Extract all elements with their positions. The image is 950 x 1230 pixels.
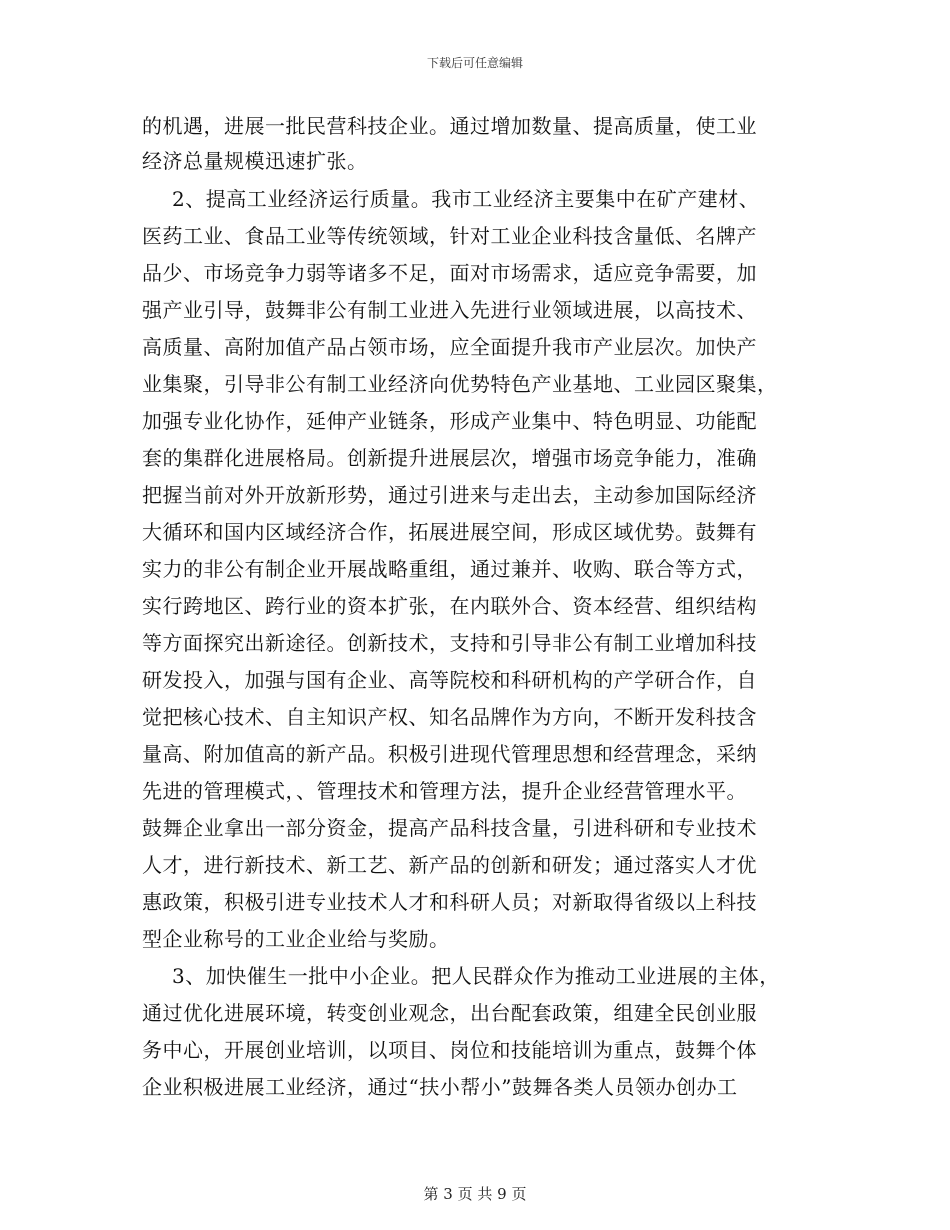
paragraph-start-line: 3、加快催生一批中小企业。把人民群众作为推动工业进展的主体， (172, 964, 780, 988)
text-line: 企业积极进展工业经济，通过“扶小帮小”鼓舞各类人员领办创办工 (142, 1075, 738, 1099)
text-line: 品少、市场竞争力弱等诸多不足，面对市场需求，适应竞争需要，加 (142, 261, 757, 285)
text-line: 量高、附加值高的新产品。积极引进现代管理思想和经营理念，采纳 (142, 742, 757, 766)
text-line: 强产业引导，鼓舞非公有制工业进入先进行业领域进展，以高技术、 (142, 298, 757, 322)
text-line: 惠政策，积极引进专业技术人才和科研人员；对新取得省级以上科技 (142, 890, 757, 914)
text-line: 人才，进行新技术、新工艺、新产品的创新和研发；通过落实人才优 (142, 853, 757, 877)
text-line: 业集聚，引导非公有制工业经济向优势特色产业基地、工业园区聚集， (142, 372, 778, 396)
text-line: 等方面探究出新途径。创新技术，支持和引导非公有制工业增加科技 (142, 631, 757, 655)
text-line: 大循环和国内区域经济合作，拓展进展空间，形成区域优势。鼓舞有 (142, 520, 757, 544)
text-line: 的机遇，进展一批民营科技企业。通过增加数量、提高质量，使工业 (142, 114, 757, 138)
text-line: 通过优化进展环境，转变创业观念，出台配套政策，组建全民创业服 (142, 1001, 757, 1025)
text-line: 加强专业化协作，延伸产业链条，形成产业集中、特色明显、功能配 (142, 409, 757, 433)
text-line: 务中心，开展创业培训，以项目、岗位和技能培训为重点，鼓舞个体 (142, 1038, 757, 1062)
text-line: 高质量、高附加值产品占领市场，应全面提升我市产业层次。加快产 (142, 335, 757, 359)
text-line: 套的集群化进展格局。创新提升进展层次，增强市场竞争能力，准确 (142, 446, 757, 470)
text-line: 实力的非公有制企业开展战略重组，通过兼并、收购、联合等方式， (142, 557, 757, 581)
text-line: 实行跨地区、跨行业的资本扩张，在内联外合、资本经营、组织结构 (142, 594, 757, 618)
text-line: 鼓舞企业拿出一部分资金，提高产品科技含量，引进科研和专业技术 (142, 816, 757, 840)
text-line: 研发投入，加强与国有企业、高等院校和科研机构的产学研合作，自 (142, 668, 757, 692)
text-line: 经济总量规模迅速扩张。 (142, 149, 368, 173)
page-footer: 第 3 页 共 9 页 (423, 1185, 527, 1203)
text-line: 觉把核心技术、自主知识产权、知名品牌作为方向，不断开发科技含 (142, 705, 757, 729)
text-line: 把握当前对外开放新形势，通过引进来与走出去，主动参加国际经济 (142, 483, 757, 507)
text-line: 医药工业、食品工业等传统领域，针对工业企业科技含量低、名牌产 (142, 224, 757, 248)
text-line: 型企业称号的工业企业给与奖励。 (142, 927, 450, 951)
text-line: 先进的管理模式，、管理技术和管理方法，提升企业经营管理水平。 (142, 779, 747, 803)
paragraph-start-line: 2、提高工业经济运行质量。我市工业经济主要集中在矿产建材、 (172, 187, 760, 211)
page-header: 下载后可任意编辑 (426, 56, 523, 70)
